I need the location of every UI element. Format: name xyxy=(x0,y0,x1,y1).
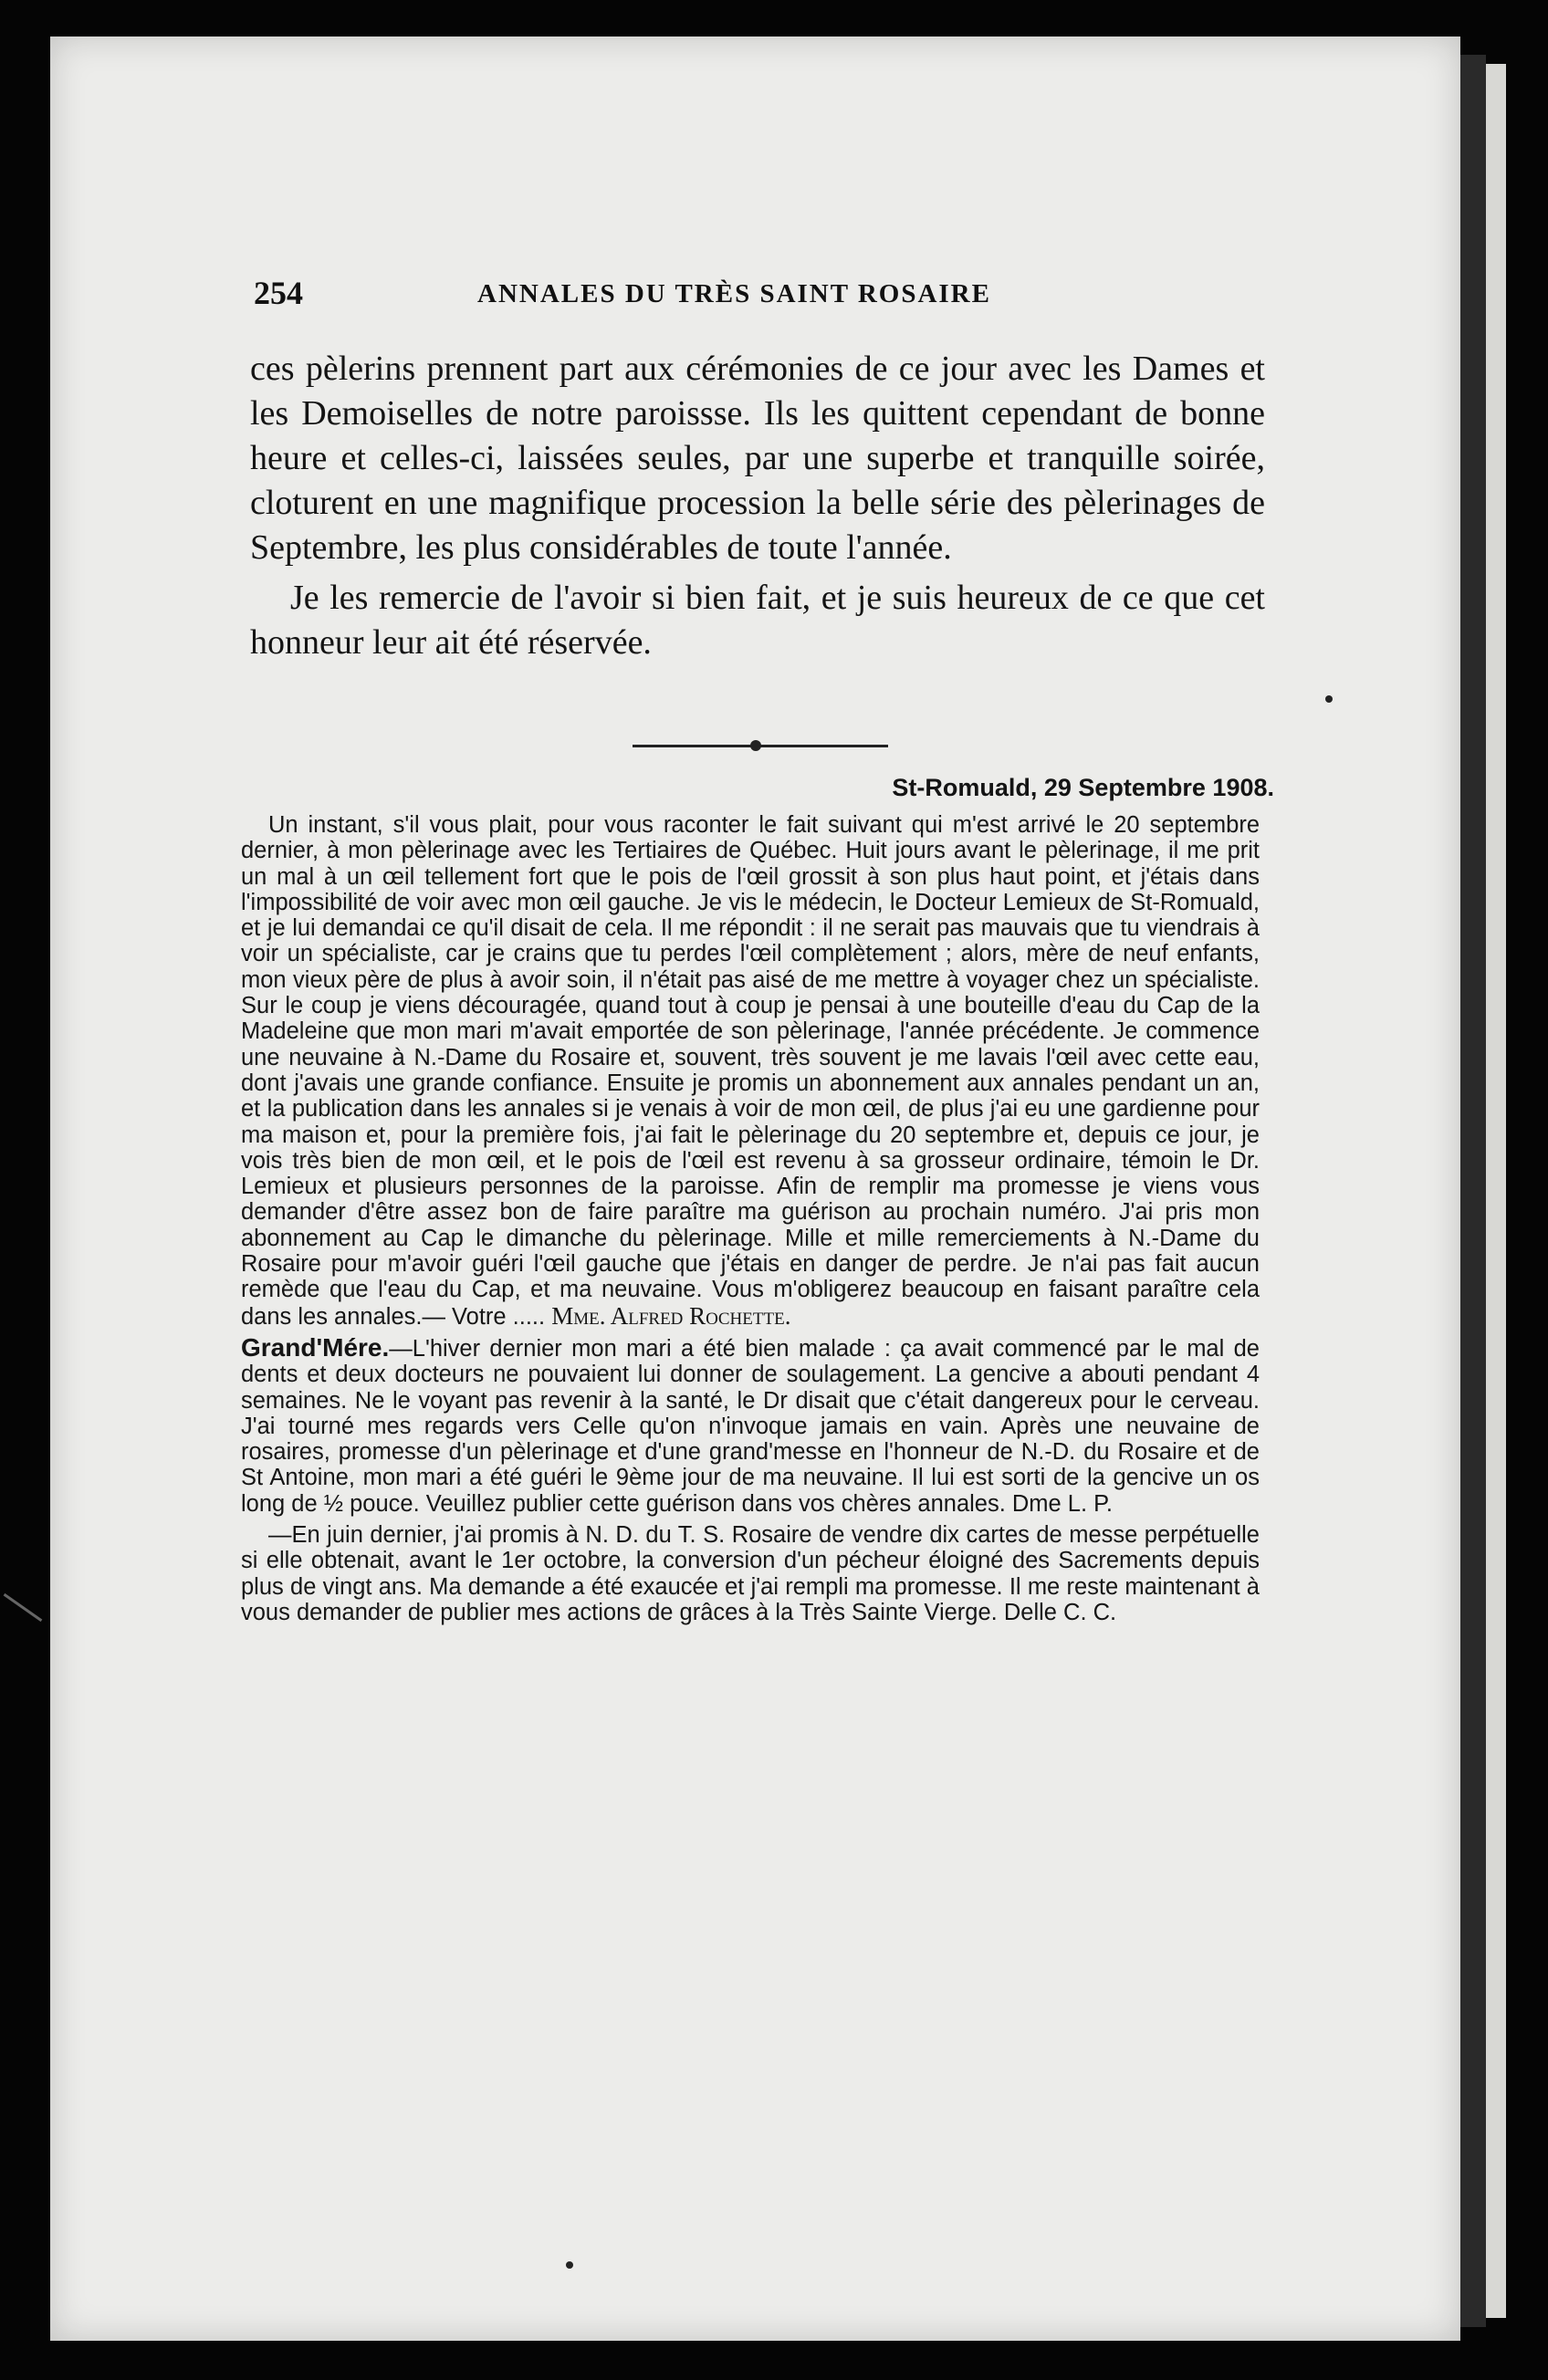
ink-speck xyxy=(1325,695,1333,703)
page-header xyxy=(254,274,1271,319)
letter xyxy=(241,1332,1260,1517)
ink-speck xyxy=(566,2261,573,2269)
paragraph: ces pèlerins prennent part aux cérémonies de ce jour avec les Dames et les Demoiselles de notre paroissse. Ils les quittent cependant de bonne heure et celles-ci, laissées seules, par une superbe et tranquille soirée, cloturent en une magnifique procession la belle série des pèlerinages de Septembre, les plus considérables de toute l'année. xyxy=(250,350,1265,567)
letter-text: —En juin dernier, j'ai promis à N. D. du T. S. Rosaire de vendre dix cartes de messe perpétuelle si elle obtenait, avant le 1er octobre, la conversion d'un pécheur éloigné des Sacrements depuis plus de vingt ans. Ma demande a été exaucée et j'ai rempli ma promesse. Il me reste maintenant à vous demander de publier mes actions de grâces à la Très Sainte Vierge. xyxy=(241,1522,1260,1625)
letter-place: Grand'Mére. xyxy=(241,1332,390,1362)
letter-signature: Mme. Alfred Rochette. xyxy=(551,1301,791,1330)
divider-ornament xyxy=(750,740,761,751)
adjacent-page-edge xyxy=(1486,64,1506,2318)
letter-text: Un instant, s'il vous plait, pour vous raconter le fait suivant qui m'est arrivé le 20 septembre dernier, à mon pèlerinage avec les Tertiaires de Québec. Huit jours avant le pèlerinage, il me prit un mal à un œil tellement fort que le pois de l'œil grossit à son plus haut point, et j'étais dans l'impossibilité de voir avec mon œil gauche. Je vis le médecin, le Docteur Lemieux de St-Romuald, et je lui demandai ce qu'il disait de cela. Il me répondit : il ne serait pas mauvais que tu viendrais à voir un spécialiste, car je crains que tu perdes l'œil complètement ; alors, mère de neuf enfants, mon vieux père de plus à avoir soin, il n'était pas aisé de me mettre à voyager chez un spécialiste. Sur le coup je viens découragée, quand tout à coup je pensai à une bouteille d'eau du Cap de la Madeleine que mon mari m'avait emportée de son pèlerinage, l'année précédente. Je commence une neuvaine à N.-Dame du Rosaire et, souvent, très souvent je me lavais l'œil avec cette eau, dont j'avais une grande confiance. Ensuite je promis un abonnement aux annales pendant un an, et la publication dans les annales si je venais à voir de mon œil, de plus j'ai eu une gardienne pour ma maison et, pour la première fois, j'ai fait le pèlerinage du 20 septembre et, depuis ce jour, je vois très bien de mon œil, et le pois de l'œil est revenu à sa grosseur ordinaire, témoin le Dr. Lemieux et plusieurs personnes de la paroisse. Afin de remplir ma promesse je viens vous demander d'être assez bon de faire paraître ma guérison au prochain numéro. J'ai pris mon abonnement au Cap le dimanche du pèlerinage. Mille et mille remerciements à N.-Dame du Rosaire pour m'avoir guéri l'œil gauche que j'étais en danger de perdre. Je n'ai pas fait aucun remède que l'eau du Cap, et ma neuvaine. Vous m'obligerez beaucoup en faisant paraître cela dans les annales.— Votre ..... xyxy=(241,812,1260,1330)
running-title: ANNALES DU TRÈS SAINT ROSAIRE xyxy=(477,279,991,308)
letter xyxy=(241,1522,1260,1625)
scan-mark xyxy=(4,1593,43,1622)
paragraph: Je les remercie de l'avoir si bien fait, et je suis heureux de ce que cet honneur leur ait été réservée. xyxy=(250,579,1265,662)
page-number: 254 xyxy=(254,275,303,311)
page-edge xyxy=(1460,55,1486,2327)
letter-signature: Delle C. C. xyxy=(1003,1599,1117,1625)
letter xyxy=(241,812,1260,1330)
letter-text: —L'hiver dernier mon mari a été bien malade : ça avait commencé par le mal de dents et deux docteurs ne pouvaient lui donner de soulagement. La gencive a abouti pendant 4 semaines. Ne le voyant pas revenir à la santé, le Dr disait que c'était dangereux pour le cerveau. J'ai tourné mes regards vers Celle qu'on n'invoque jamais en vain. Après une neuvaine de rosaires, promesse d'un pèlerinage et d'une grand'messe en l'honneur de N.-D. du Rosaire et de St Antoine, mon mari a été guéri le 9ème jour de ma neuvaine. Il lui est sorti de la gencive un os long de ½ pouce. Veuillez publier cette guérison dans vos chères annales. Dme L. P. xyxy=(241,1335,1260,1517)
dateline: St-Romuald, 29 Septembre 1908. xyxy=(892,774,1274,801)
main-text xyxy=(250,347,1265,671)
letters-section xyxy=(241,812,1260,1631)
